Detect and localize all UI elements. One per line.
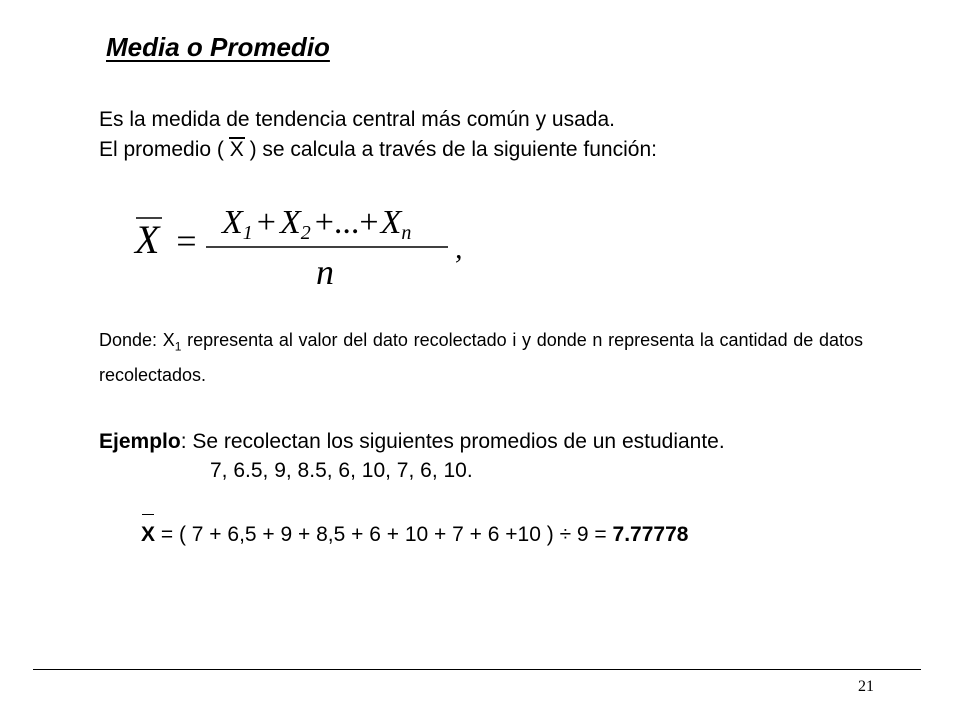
numerator-sub-1: 1	[242, 222, 253, 244]
formula-numerator	[220, 204, 411, 244]
numerator-term-x1: X	[222, 204, 243, 241]
example-calculation	[141, 523, 688, 547]
footer-divider	[33, 669, 921, 670]
intro-line-2-end: ) se calcula a través de la siguiente función:	[243, 138, 657, 161]
formula-comma: ,	[455, 232, 463, 265]
intro-line-2-start: El promedio (	[99, 138, 230, 161]
slide-title: Media o Promedio	[106, 32, 330, 62]
intro-line-1: Es la medida de tendencia central más común y usada.	[99, 108, 615, 131]
page-number: 21	[858, 678, 874, 695]
calc-mean-symbol: X	[141, 523, 156, 546]
description-start: Donde: X	[99, 330, 175, 350]
numerator-plus-1: +	[256, 204, 276, 241]
mean-formula	[130, 198, 490, 293]
numerator-sub-2: 2	[300, 222, 311, 244]
description-rest: representa al valor del dato recolectado i y donde n representa la cantidad de datos recolectados.	[99, 330, 863, 385]
description-paragraph	[99, 326, 863, 389]
example-intro	[99, 427, 725, 457]
example-values: 7, 6.5, 9, 8.5, 6, 10, 7, 6, 10.	[210, 459, 473, 482]
intro-paragraph	[99, 105, 657, 165]
numerator-ellipsis: +...+	[314, 204, 379, 241]
numerator-term-xn: X	[380, 204, 402, 241]
formula-equals: =	[174, 221, 199, 261]
calc-expression: = ( 7 + 6,5 + 9 + 8,5 + 6 + 10 + 7 + 6 +10 ) ÷ 9 =	[155, 523, 613, 546]
numerator-term-x2: X	[279, 204, 301, 241]
description-subscript: 1	[174, 339, 182, 354]
example-label: Ejemplo	[99, 430, 181, 453]
intro-line-2	[99, 135, 657, 165]
mean-symbol: X	[230, 135, 244, 165]
calc-result: 7.77778	[612, 523, 689, 546]
example-text: : Se recolectan los siguientes promedios de un estudiante.	[180, 430, 725, 453]
numerator-sub-n: n	[401, 222, 412, 244]
formula-lhs: X	[135, 217, 160, 262]
formula-denominator: n	[316, 252, 334, 292]
